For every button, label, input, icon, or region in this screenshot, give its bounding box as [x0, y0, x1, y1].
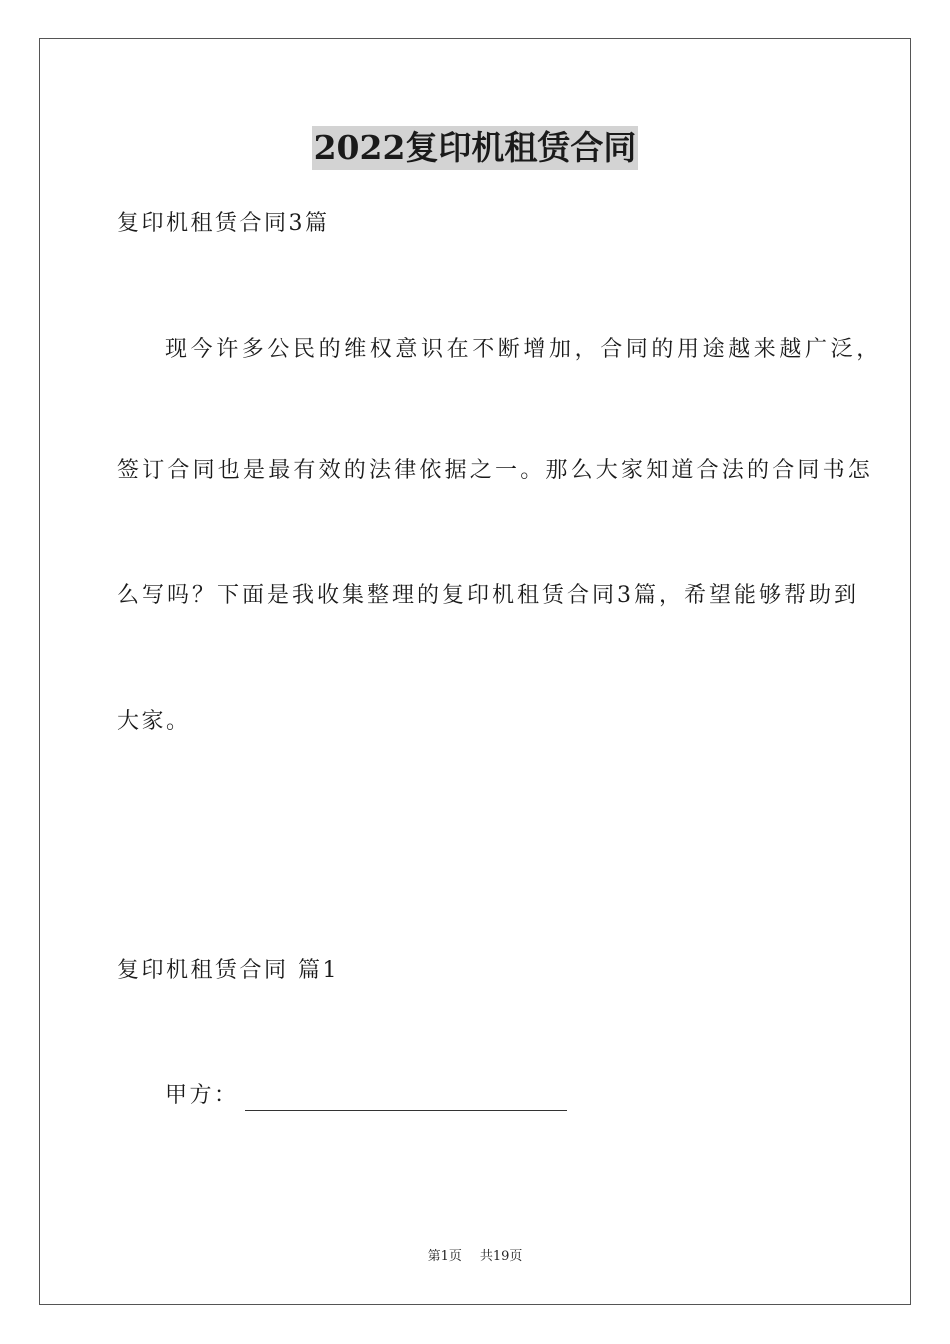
page-number-current: 第1页	[427, 1249, 462, 1264]
paragraph-line-3: 么写吗？下面是我收集整理的复印机租赁合同3篇，希望能够帮助到	[117, 583, 859, 608]
party-a-blank-field	[245, 1088, 567, 1111]
paragraph-line-1: 现今许多公民的维权意识在不断增加，合同的用途越来越广泛，	[165, 337, 882, 362]
page-footer	[0, 1248, 950, 1266]
party-a-row	[165, 1081, 567, 1111]
party-a-label: 甲方：	[165, 1083, 239, 1108]
section-heading: 复印机租赁合同 篇1	[117, 958, 339, 983]
document-subtitle: 复印机租赁合同3篇	[117, 211, 330, 236]
document-title: 2022复印机租赁合同	[312, 126, 639, 170]
title-container	[0, 126, 950, 170]
paragraph-line-4: 大家。	[117, 709, 191, 734]
page-number-total: 共19页	[479, 1249, 523, 1264]
paragraph-line-2: 签订合同也是最有效的法律依据之一。那么大家知道合法的合同书怎	[117, 458, 874, 483]
